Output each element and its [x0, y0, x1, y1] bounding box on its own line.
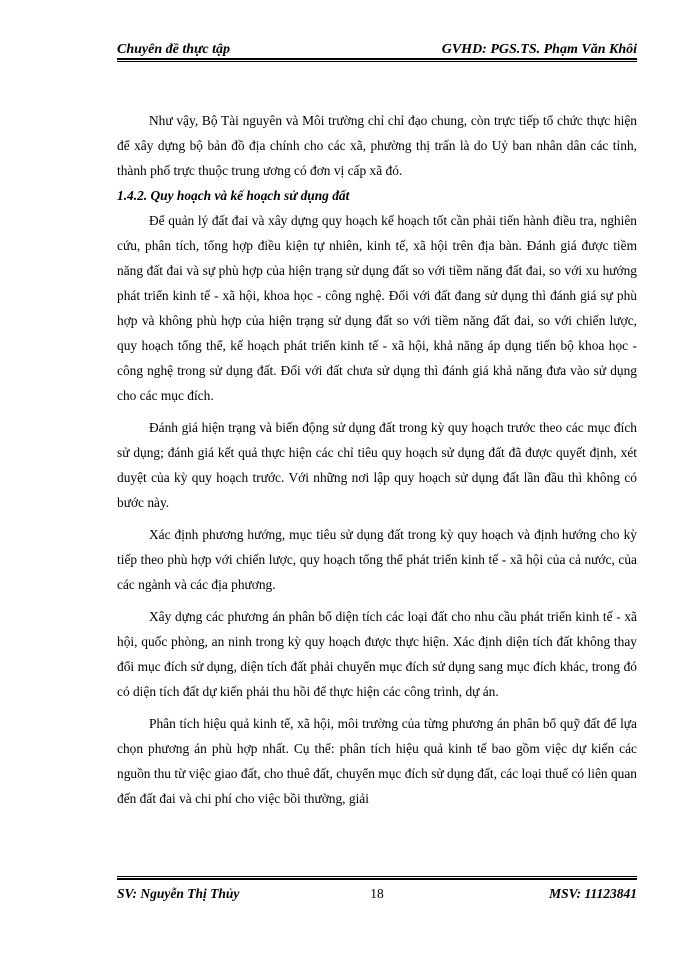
- paragraph: Để quản lý đất đai và xây dựng quy hoạch kế hoạch tốt cần phải tiến hành điều tra, nghiên cứu, phân tích, tổng hợp điều kiện tự nhiên, kinh tế, xã hội trên địa bàn. Đánh giá được tiềm năng đất đai và sự phù hợp của hiện trạng sử dụng đất so với tiềm năng đất đai, so với xu hướng phát triển kinh tế - xã hội, khoa học - công nghệ. Đối với đất đang sử dụng thì đánh giá sự phù hợp và không phù hợp của hiện trạng sử dụng đất so với tiềm năng đất đai, so với chiến lược, quy hoạch tổng thể, kế hoạch phát triển kinh tế - xã hội, khả năng áp dụng tiến bộ khoa học - công nghệ trong sử dụng đất. Đối với đất chưa sử dụng thì đánh giá khả năng đưa vào sử dụng cho các mục đích.: [117, 213, 637, 403]
- page-body: [117, 108, 637, 811]
- paragraph: Như vậy, Bộ Tài nguyên và Môi trường chỉ chỉ đạo chung, còn trực tiếp tổ chức thực hiện để xây dựng bộ bản đồ địa chính cho các xã, phường thị trấn là do Uỷ ban nhân dân các tỉnh, thành phố trực thuộc trung ương có đơn vị cấp xã đó.: [117, 113, 637, 178]
- footer-divider: [117, 876, 637, 880]
- paragraph: Phân tích hiệu quả kinh tế, xã hội, môi trường của từng phương án phân bổ quỹ đất để lựa chọn phương án phù hợp nhất. Cụ thể: phân tích hiệu quả kinh tế bao gồm việc dự kiến các nguồn thu từ việc giao đất, cho thuê đất, chuyển mục đích sử dụng đất, các loại thuế có liên quan đến đất đai và chi phí cho việc bồi thường, giải: [117, 716, 637, 806]
- page-number: 18: [370, 886, 384, 901]
- footer-student-id: MSV: 11123841: [549, 886, 637, 901]
- page-footer: [117, 876, 637, 904]
- footer-student-name: SV: Nguyễn Thị Thủy: [117, 886, 240, 901]
- paragraph: Xây dựng các phương án phân bổ diện tích các loại đất cho nhu cầu phát triển kinh tế - xã hội, quốc phòng, an ninh trong kỳ quy hoạch được thực hiện. Xác định diện tích đất không thay đổi mục đích sử dụng, diện tích đất phải chuyển mục đích sử dụng sang mục đích khác, trong đó có diện tích đất dự kiến phải thu hồi để thực hiện các công trình, dự án.: [117, 609, 637, 699]
- paragraph: Xác định phương hướng, mục tiêu sử dụng đất trong kỳ quy hoạch và định hướng cho kỳ tiếp theo phù hợp với chiến lược, quy hoạch tổng thể phát triển kinh tế - xã hội của cả nước, của các ngành và các địa phương.: [117, 527, 637, 592]
- page-header: [117, 32, 637, 62]
- paragraph: Đánh giá hiện trạng và biến động sử dụng đất trong kỳ quy hoạch trước theo các mục đích sử dụng; đánh giá kết quả thực hiện các chỉ tiêu quy hoạch sử dụng đất đã được quyết định, xét duyệt của kỳ quy hoạch trước. Với những nơi lập quy hoạch sử dụng đất lần đầu thì không có bước này.: [117, 420, 637, 510]
- header-divider: [117, 58, 637, 62]
- header-supervisor: GVHD: PGS.TS. Phạm Văn Khôi: [441, 42, 637, 57]
- section-heading: 1.4.2. Quy hoạch và kế hoạch sử dụng đất: [117, 188, 350, 203]
- header-document-type: Chuyên đề thực tập: [117, 42, 231, 57]
